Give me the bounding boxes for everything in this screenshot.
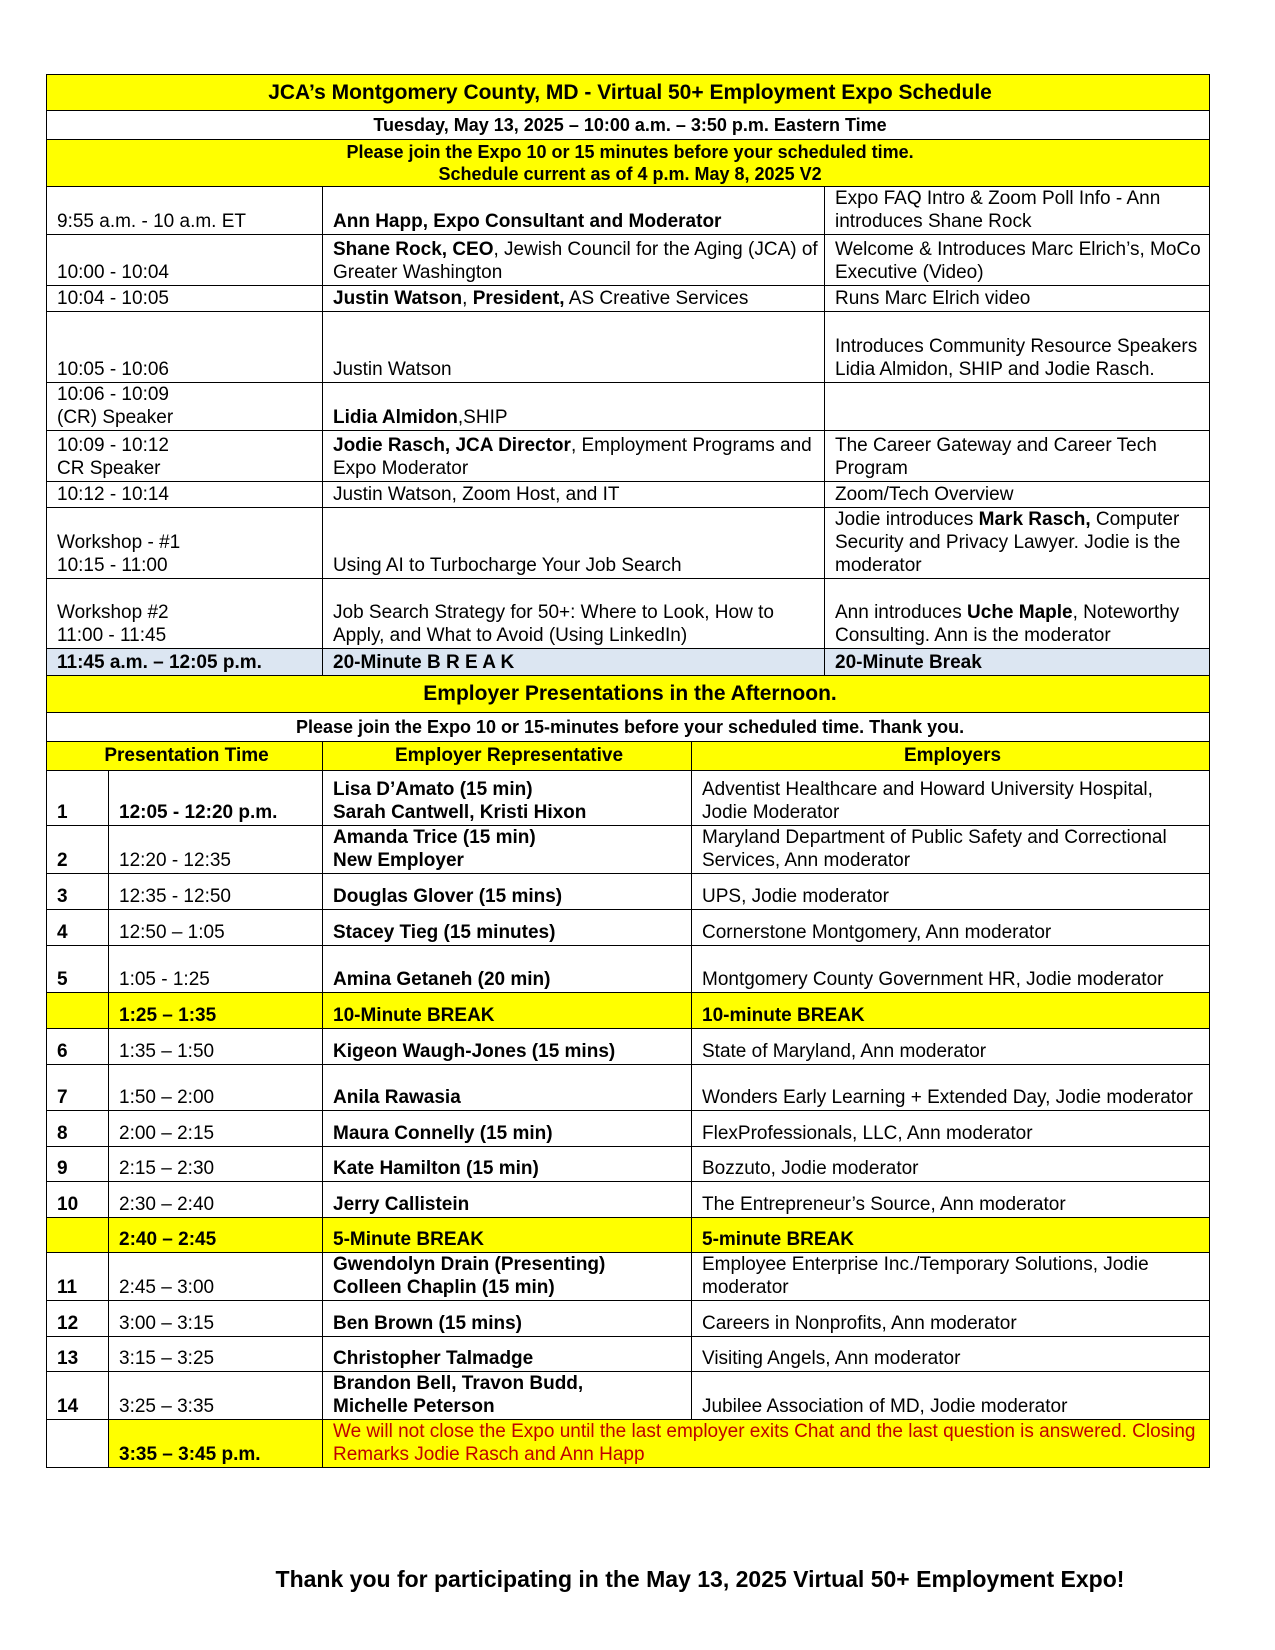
afternoon-note-row xyxy=(47,713,1210,742)
morning-row xyxy=(47,286,1210,312)
employer: Jubilee Association of MD, Jodie moderator xyxy=(692,1372,1210,1420)
col-employers: Employers xyxy=(692,742,1210,771)
speaker-cell: Ann Happ, Expo Consultant and Moderator xyxy=(323,187,825,235)
presentation-time: 12:35 - 12:50 xyxy=(109,874,323,910)
activity-cell xyxy=(825,508,1210,579)
activity-cell xyxy=(825,579,1210,649)
time-line: 11:00 - 11:45 xyxy=(57,625,167,646)
join-notes xyxy=(47,140,1210,187)
presentation-row xyxy=(47,1301,1210,1337)
time-cell xyxy=(47,383,323,431)
employer: The Entrepreneur’s Source, Ann moderator xyxy=(692,1182,1210,1218)
time-cell: 10:00 - 10:04 xyxy=(47,235,323,286)
employer-rep: Christopher Talmadge xyxy=(323,1337,692,1372)
row-number: 4 xyxy=(47,910,109,946)
employer: Adventist Healthcare and Howard University Hospital, Jodie Moderator xyxy=(692,771,1210,826)
speaker-cell xyxy=(323,383,825,431)
presentation-row xyxy=(47,946,1210,993)
closing-remarks: We will not close the Expo until the last employer exits Chat and the last question is answered. Closing Remarks Jodie Rasch and Ann Happ xyxy=(323,1420,1210,1468)
row-number: 1 xyxy=(47,771,109,826)
presentation-time: 2:15 – 2:30 xyxy=(109,1147,323,1182)
presentation-row xyxy=(47,1029,1210,1065)
break-time: 2:40 – 2:45 xyxy=(109,1218,323,1253)
presentation-time: 3:25 – 3:35 xyxy=(109,1372,323,1420)
intro-text: Ann introduces xyxy=(835,602,968,623)
employer: Careers in Nonprofits, Ann moderator xyxy=(692,1301,1210,1337)
workshop-row xyxy=(47,508,1210,579)
presentation-time: 3:00 – 3:15 xyxy=(109,1301,323,1337)
employer-rep: Kate Hamilton (15 min) xyxy=(323,1147,692,1182)
speaker-cell: Justin Watson xyxy=(323,312,825,383)
employer-rep: Jerry Callistein xyxy=(323,1182,692,1218)
break-row xyxy=(47,649,1210,676)
employer: Maryland Department of Public Safety and Correctional Services, Ann moderator xyxy=(692,826,1210,874)
separator: , xyxy=(462,288,473,309)
presenter-desc: Computer Security and Privacy Lawyer. Jodie is the moderator xyxy=(835,509,1181,576)
rep-line: New Employer xyxy=(333,850,464,871)
row-number xyxy=(47,1420,109,1468)
presentation-time: 2:30 – 2:40 xyxy=(109,1182,323,1218)
presentation-time: 1:05 - 1:25 xyxy=(109,946,323,993)
speaker-cell xyxy=(323,235,825,286)
presentation-time: 2:00 – 2:15 xyxy=(109,1111,323,1147)
row-number: 6 xyxy=(47,1029,109,1065)
title-row xyxy=(47,75,1210,111)
employer-rep: Kigeon Waugh-Jones (15 mins) xyxy=(323,1029,692,1065)
presentation-time: 1:50 – 2:00 xyxy=(109,1065,323,1111)
presentation-row xyxy=(47,910,1210,946)
morning-row xyxy=(47,431,1210,482)
time-cell xyxy=(47,579,323,649)
activity-cell: Expo FAQ Intro & Zoom Poll Info - Ann introduces Shane Rock xyxy=(825,187,1210,235)
time-cell xyxy=(47,431,323,482)
event-date: Tuesday, May 13, 2025 – 10:00 a.m. – 3:50 p.m. Eastern Time xyxy=(47,111,1210,140)
workshop-label: Workshop #2 xyxy=(57,602,169,623)
rep-line: Lisa D’Amato (15 min) xyxy=(333,779,533,800)
presentation-time: 2:45 – 3:00 xyxy=(109,1253,323,1301)
presentation-row xyxy=(47,1182,1210,1218)
employer: Wonders Early Learning + Extended Day, Jodie moderator xyxy=(692,1065,1210,1111)
row-number: 9 xyxy=(47,1147,109,1182)
break-label: 10-Minute BREAK xyxy=(323,993,692,1029)
rep-line: Amanda Trice (15 min) xyxy=(333,827,536,848)
break-row xyxy=(47,993,1210,1029)
closing-row xyxy=(47,1420,1210,1468)
join-note: Please join the Expo 10 or 15 minutes before your scheduled time. xyxy=(346,141,914,162)
row-number xyxy=(47,1218,109,1253)
presenter-desc: , Noteworthy Consulting. Ann is the moderator xyxy=(835,602,1180,646)
employer-rep: Anila Rawasia xyxy=(323,1065,692,1111)
time-cell: 10:04 - 10:05 xyxy=(47,286,323,312)
time-line: 10:09 - 10:12 xyxy=(57,435,169,456)
break-note: 5-minute BREAK xyxy=(692,1218,1210,1253)
rep-line: Brandon Bell, Travon Budd, xyxy=(333,1373,584,1394)
presenter-name: Mark Rasch, xyxy=(978,509,1091,530)
presentation-time: 3:15 – 3:25 xyxy=(109,1337,323,1372)
employer: FlexProfessionals, LLC, Ann moderator xyxy=(692,1111,1210,1147)
current-note: Schedule current as of 4 p.m. May 8, 2025 V2 xyxy=(438,163,822,184)
time-note: (CR) Speaker xyxy=(57,407,174,428)
morning-row xyxy=(47,482,1210,508)
time-note: CR Speaker xyxy=(57,458,161,479)
speaker-name: Jodie Rasch, JCA Director xyxy=(333,435,571,456)
row-number: 2 xyxy=(47,826,109,874)
break-note: 20-Minute Break xyxy=(825,649,1210,676)
speaker-org: , Jewish Council for the Aging (JCA) of Greater Washington xyxy=(333,239,818,283)
row-number: 7 xyxy=(47,1065,109,1111)
morning-row xyxy=(47,235,1210,286)
notes-row xyxy=(47,140,1210,187)
row-number: 10 xyxy=(47,1182,109,1218)
presentation-time: 12:05 - 12:20 p.m. xyxy=(109,771,323,826)
presentation-row xyxy=(47,1111,1210,1147)
time-cell: 10:05 - 10:06 xyxy=(47,312,323,383)
activity-cell: Introduces Community Resource Speakers Lidia Almidon, SHIP and Jodie Rasch. xyxy=(825,312,1210,383)
presentation-row xyxy=(47,1065,1210,1111)
time-cell xyxy=(47,508,323,579)
employer-rep: Ben Brown (15 mins) xyxy=(323,1301,692,1337)
speaker-org: AS Creative Services xyxy=(564,288,749,309)
row-number: 13 xyxy=(47,1337,109,1372)
employer: Employee Enterprise Inc./Temporary Solutions, Jodie moderator xyxy=(692,1253,1210,1301)
activity-cell: Welcome & Introduces Marc Elrich’s, MoCo Executive (Video) xyxy=(825,235,1210,286)
rep-line: Gwendolyn Drain (Presenting) xyxy=(333,1254,606,1275)
employer-rep: Maura Connelly (15 min) xyxy=(323,1111,692,1147)
col-employer-rep: Employer Representative xyxy=(323,742,692,771)
presentation-time: 12:50 – 1:05 xyxy=(109,910,323,946)
employer-rep xyxy=(323,771,692,826)
activity-cell: The Career Gateway and Career Tech Program xyxy=(825,431,1210,482)
rep-line: Sarah Cantwell, Kristi Hixon xyxy=(333,802,587,823)
employer: Cornerstone Montgomery, Ann moderator xyxy=(692,910,1210,946)
break-label: 20-Minute B R E A K xyxy=(323,649,825,676)
speaker-cell xyxy=(323,431,825,482)
presentation-row xyxy=(47,874,1210,910)
presentation-row xyxy=(47,1253,1210,1301)
presenter-name: Uche Maple xyxy=(967,602,1073,623)
workshop-row xyxy=(47,579,1210,649)
column-header-row xyxy=(47,742,1210,771)
row-number: 12 xyxy=(47,1301,109,1337)
afternoon-title: Employer Presentations in the Afternoon. xyxy=(47,676,1210,713)
break-label: 5-Minute BREAK xyxy=(323,1218,692,1253)
row-number: 8 xyxy=(47,1111,109,1147)
time-cell: 9:55 a.m. - 10 a.m. ET xyxy=(47,187,323,235)
employer: Bozzuto, Jodie moderator xyxy=(692,1147,1210,1182)
activity-cell xyxy=(825,383,1210,431)
speaker-org: , Employment Programs and Expo Moderator xyxy=(333,435,812,479)
workshop-title: Using AI to Turbocharge Your Job Search xyxy=(323,508,825,579)
workshop-label: Workshop - #1 xyxy=(57,532,181,553)
workshop-title: Job Search Strategy for 50+: Where to Look, How to Apply, and What to Avoid (Using LinkedIn) xyxy=(323,579,825,649)
presentation-row xyxy=(47,1372,1210,1420)
break-time: 1:25 – 1:35 xyxy=(109,993,323,1029)
speaker-cell xyxy=(323,286,825,312)
intro-text: Jodie introduces xyxy=(835,509,979,530)
col-presentation-time: Presentation Time xyxy=(47,742,323,771)
presentation-row xyxy=(47,826,1210,874)
closing-time: 3:35 – 3:45 p.m. xyxy=(109,1420,323,1468)
row-number: 3 xyxy=(47,874,109,910)
speaker-org: ,SHIP xyxy=(457,407,508,428)
time-cell: 10:12 - 10:14 xyxy=(47,482,323,508)
speaker-name: Justin Watson xyxy=(333,288,463,309)
row-number: 5 xyxy=(47,946,109,993)
employer-rep: Stacey Tieg (15 minutes) xyxy=(323,910,692,946)
row-number: 14 xyxy=(47,1372,109,1420)
speaker-name: Shane Rock, CEO xyxy=(333,239,494,260)
morning-row xyxy=(47,383,1210,431)
activity-cell: Runs Marc Elrich video xyxy=(825,286,1210,312)
time-line: 10:15 - 11:00 xyxy=(57,555,168,576)
afternoon-note: Please join the Expo 10 or 15-minutes before your scheduled time. Thank you. xyxy=(47,713,1210,742)
break-note: 10-minute BREAK xyxy=(692,993,1210,1029)
break-time: 11:45 a.m. – 12:05 p.m. xyxy=(47,649,323,676)
afternoon-title-row xyxy=(47,676,1210,713)
thank-you-footer: Thank you for participating in the May 13, 2025 Virtual 50+ Employment Expo! xyxy=(275,1566,1125,1592)
break-row xyxy=(47,1218,1210,1253)
presentation-row xyxy=(47,771,1210,826)
presentation-time: 1:35 – 1:50 xyxy=(109,1029,323,1065)
time-line: 10:06 - 10:09 xyxy=(57,384,169,405)
speaker-name: Lidia Almidon xyxy=(333,407,458,428)
employer: State of Maryland, Ann moderator xyxy=(692,1029,1210,1065)
employer-rep xyxy=(323,1253,692,1301)
presentation-row xyxy=(47,1337,1210,1372)
speaker-title: President, xyxy=(472,288,565,309)
employer: UPS, Jodie moderator xyxy=(692,874,1210,910)
presentation-time: 12:20 - 12:35 xyxy=(109,826,323,874)
employer-rep xyxy=(323,826,692,874)
employer-rep: Amina Getaneh (20 min) xyxy=(323,946,692,993)
morning-row xyxy=(47,187,1210,235)
row-number xyxy=(47,993,109,1029)
employer: Montgomery County Government HR, Jodie moderator xyxy=(692,946,1210,993)
presentation-row xyxy=(47,1147,1210,1182)
employer: Visiting Angels, Ann moderator xyxy=(692,1337,1210,1372)
schedule-title: JCA’s Montgomery County, MD - Virtual 50+ Employment Expo Schedule xyxy=(47,75,1210,111)
rep-line: Colleen Chaplin (15 min) xyxy=(333,1277,555,1298)
date-row xyxy=(47,111,1210,140)
schedule-table xyxy=(46,74,1210,1468)
speaker-cell: Justin Watson, Zoom Host, and IT xyxy=(323,482,825,508)
activity-cell: Zoom/Tech Overview xyxy=(825,482,1210,508)
row-number: 11 xyxy=(47,1253,109,1301)
rep-line: Michelle Peterson xyxy=(333,1396,495,1417)
employer-rep xyxy=(323,1372,692,1420)
employer-rep: Douglas Glover (15 mins) xyxy=(323,874,692,910)
morning-row xyxy=(47,312,1210,383)
